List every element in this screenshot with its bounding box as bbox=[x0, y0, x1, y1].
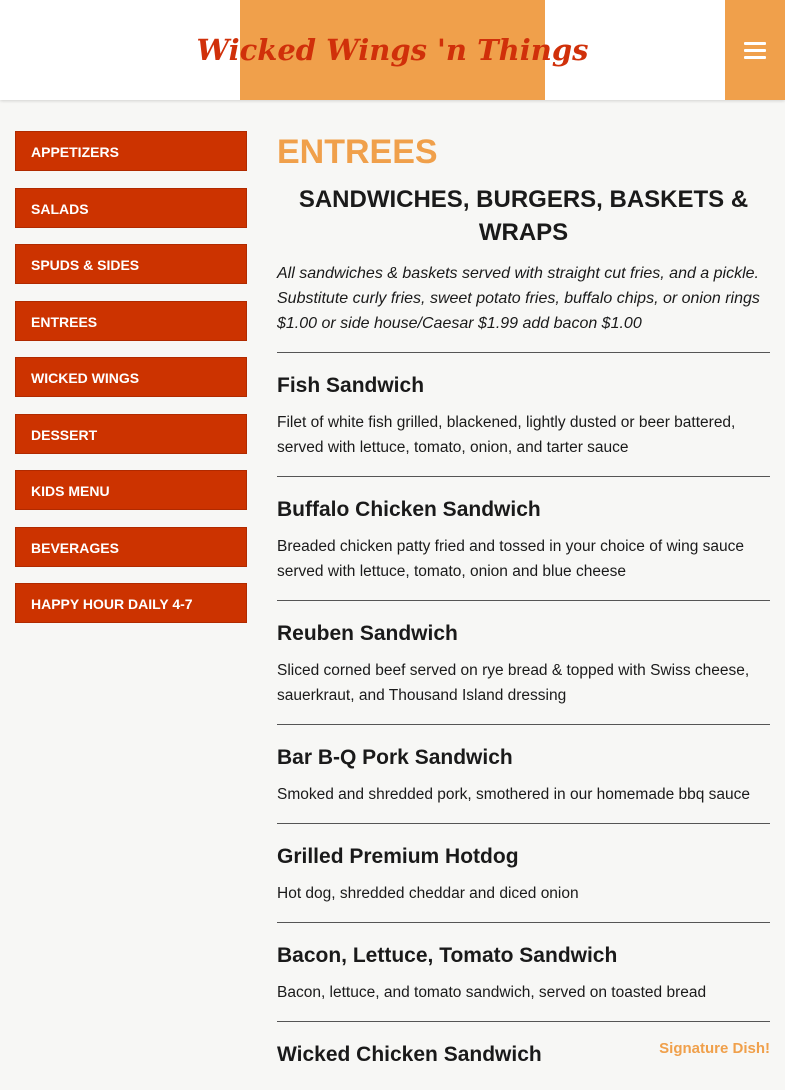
sidebar-item-beverages[interactable]: BEVERAGES bbox=[15, 527, 247, 567]
sidebar-item-dessert[interactable]: DESSERT bbox=[15, 414, 247, 454]
sidebar-item-happy-hour[interactable]: HAPPY HOUR DAILY 4-7 bbox=[15, 583, 247, 623]
site-header bbox=[0, 0, 785, 100]
menu-item bbox=[277, 1022, 770, 1086]
menu-toggle-button[interactable] bbox=[725, 0, 785, 100]
menu-intro-note: All sandwiches & baskets served with straight cut fries, and a pickle. Substitute curly fries, sweet potato fries, buffalo chips, or onion rings $1.00 or side house/Caesar $1.99 add bacon $1.00 bbox=[277, 261, 770, 353]
menu-item bbox=[277, 353, 770, 477]
section-title: ENTREES bbox=[277, 133, 438, 171]
menu-item bbox=[277, 824, 770, 923]
sidebar-item-spuds-sides[interactable]: SPUDS & SIDES bbox=[15, 244, 247, 284]
menu-item-description: Filet of white fish grilled, blackened, lightly dusted or beer battered, served with lettuce, tomato, onion, and tarter sauce bbox=[277, 414, 736, 456]
menu-item-description: Hot dog, shredded cheddar and diced onion bbox=[277, 885, 579, 902]
sidebar-item-appetizers[interactable]: APPETIZERS bbox=[15, 131, 247, 171]
signature-dish-badge: Signature Dish! bbox=[659, 1040, 770, 1057]
menu-content bbox=[277, 131, 770, 1086]
sidebar-item-kids-menu[interactable]: KIDS MENU bbox=[15, 470, 247, 510]
sidebar-item-wicked-wings[interactable]: WICKED WINGS bbox=[15, 357, 247, 397]
logo-text: Wicked Wings 'n Things bbox=[196, 33, 589, 67]
menu-item-name: Wicked Chicken Sandwich bbox=[277, 1043, 542, 1066]
menu-item-name: Grilled Premium Hotdog bbox=[277, 845, 519, 868]
menu-item-name: Reuben Sandwich bbox=[277, 622, 458, 645]
menu-item-description: Breaded chicken patty fried and tossed in your choice of wing sauce served with lettuce, tomato, onion and blue cheese bbox=[277, 538, 744, 580]
menu-item bbox=[277, 923, 770, 1022]
menu-item-name: Bar B-Q Pork Sandwich bbox=[277, 746, 513, 769]
menu-item-description: Smoked and shredded pork, smothered in our homemade bbq sauce bbox=[277, 786, 751, 803]
menu-item-name: Bacon, Lettuce, Tomato Sandwich bbox=[277, 944, 618, 967]
hamburger-menu-icon bbox=[744, 42, 766, 59]
menu-item-name: Fish Sandwich bbox=[277, 374, 425, 397]
menu-item-description: Sliced corned beef served on rye bread & topped with Swiss cheese, sauerkraut, and Thousand Island dressing bbox=[277, 662, 750, 704]
menu-item bbox=[277, 601, 770, 725]
menu-item-description: Bacon, lettuce, and tomato sandwich, served on toasted bread bbox=[277, 984, 707, 1001]
subsection-title: SANDWICHES, BURGERS, BASKETS & WRAPS bbox=[298, 186, 749, 246]
site-logo[interactable] bbox=[196, 0, 589, 100]
category-sidebar bbox=[15, 131, 247, 640]
menu-item-name: Buffalo Chicken Sandwich bbox=[277, 498, 541, 521]
menu-item bbox=[277, 477, 770, 601]
sidebar-item-salads[interactable]: SALADS bbox=[15, 188, 247, 228]
sidebar-item-entrees[interactable]: ENTREES bbox=[15, 301, 247, 341]
menu-item bbox=[277, 725, 770, 824]
